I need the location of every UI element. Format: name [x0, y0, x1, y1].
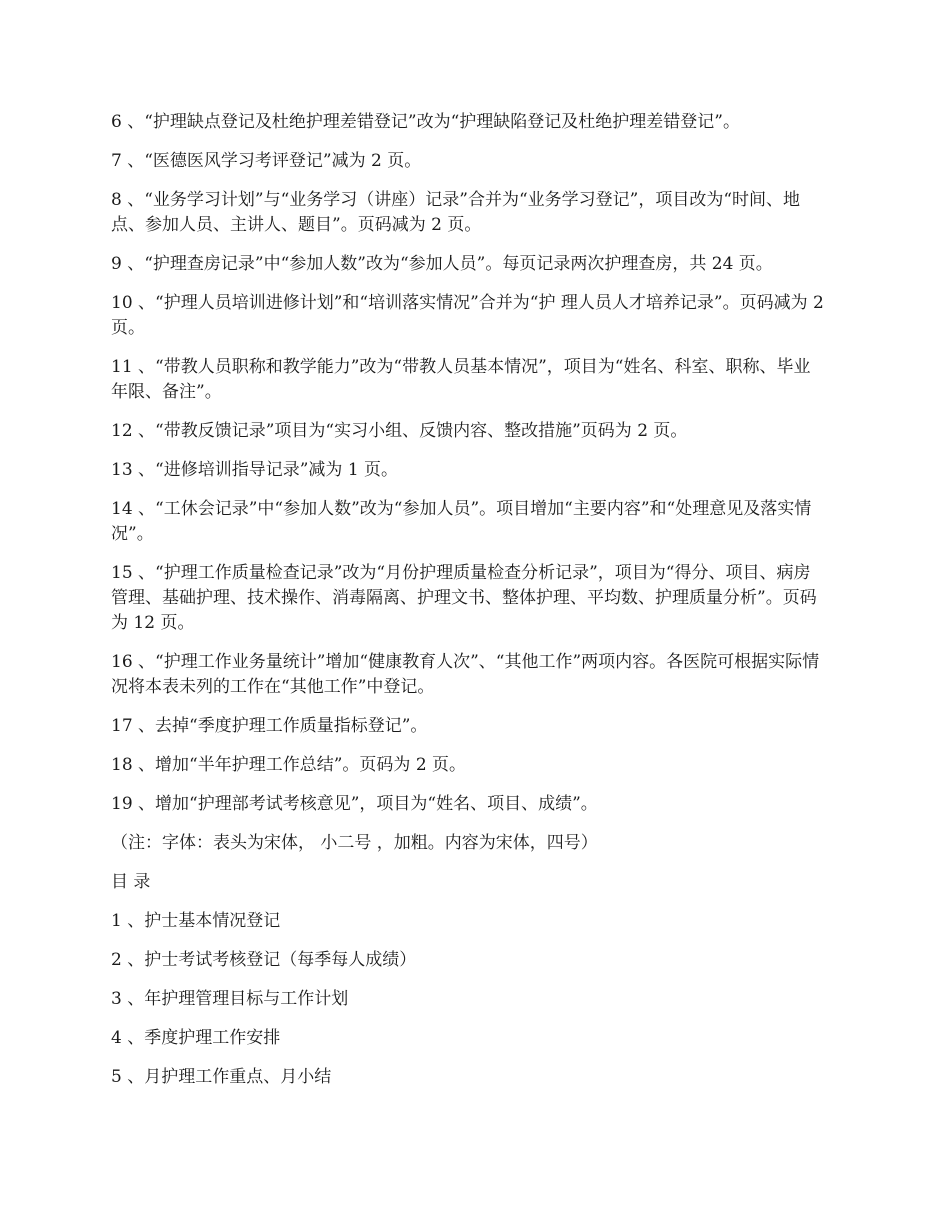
paragraph-item-16: 16 、“护理工作业务量统计”增加“健康教育人次”、“其他工作”两项内容。各医院可根据实际情况将本表未列的工作在“其他工作”中登记。: [111, 652, 820, 697]
toc-item-3: 3 、年护理管理目标与工作计划: [111, 989, 349, 1009]
toc-item-4: 4 、季度护理工作安排: [111, 1028, 281, 1048]
paragraph-item-17: 17 、去掉“季度护理工作质量指标登记”。: [111, 716, 428, 736]
paragraph-item-11: 11 、“带教人员职称和教学能力”改为“带教人员基本情况”，项目为“姓名、科室、职称、毕业年限、备注”。: [111, 357, 811, 402]
toc-item-2: 2 、护士考试考核登记（每季每人成绩）: [111, 950, 417, 970]
paragraph-item-14: 14 、“工休会记录”中“参加人数”改为“参加人员”。项目增加“主要内容”和“处理意见及落实情况”。: [111, 499, 812, 544]
paragraph-item-8: 8 、“业务学习计划”与“业务学习（讲座）记录”合并为“业务学习登记”，项目改为“时间、地点、参加人员、主讲人、题目”。页码减为 2 页。: [111, 190, 801, 235]
font-note: （注：字体：表头为宋体， 小二号 ，加粗。内容为宋体，四号）: [111, 833, 598, 853]
paragraph-item-13: 13 、“进修培训指导记录”减为 1 页。: [111, 460, 399, 480]
document-body: [111, 110, 827, 1104]
paragraph-item-9: 9 、“护理查房记录”中“参加人数”改为“参加人员”。每页记录两次护理查房，共 24 页。: [111, 254, 773, 274]
toc-item-1: 1 、护士基本情况登记: [111, 911, 281, 931]
paragraph-item-12: 12 、“带教反馈记录”项目为“实习小组、反馈内容、整改措施”页码为 2 页。: [111, 421, 688, 441]
paragraph-item-7: 7 、“医德医风学习考评登记”减为 2 页。: [111, 151, 422, 171]
paragraph-item-10: 10 、“护理人员培训进修计划”和“培训落实情况”合并为“护 理人员人才培养记录”。页码减为 2 页。: [111, 293, 824, 338]
toc-item-5: 5 、月护理工作重点、月小结: [111, 1067, 332, 1087]
paragraph-item-18: 18 、增加“半年护理工作总结”。页码为 2 页。: [111, 755, 467, 775]
paragraph-item-19: 19 、增加“护理部考试考核意见”，项目为“姓名、项目、成绩”。: [111, 794, 598, 814]
toc-heading: 目 录: [111, 872, 151, 892]
paragraph-item-15: 15 、“护理工作质量检查记录”改为“月份护理质量检查分析记录”，项目为“得分、项目、病房管理、基础护理、技术操作、消毒隔离、护理文书、整体护理、平均数、护理质量分析”。页码为 12 页。: [111, 563, 817, 633]
paragraph-item-6: 6 、“护理缺点登记及杜绝护理差错登记”改为“护理缺陷登记及杜绝护理差错登记”。: [111, 112, 740, 132]
